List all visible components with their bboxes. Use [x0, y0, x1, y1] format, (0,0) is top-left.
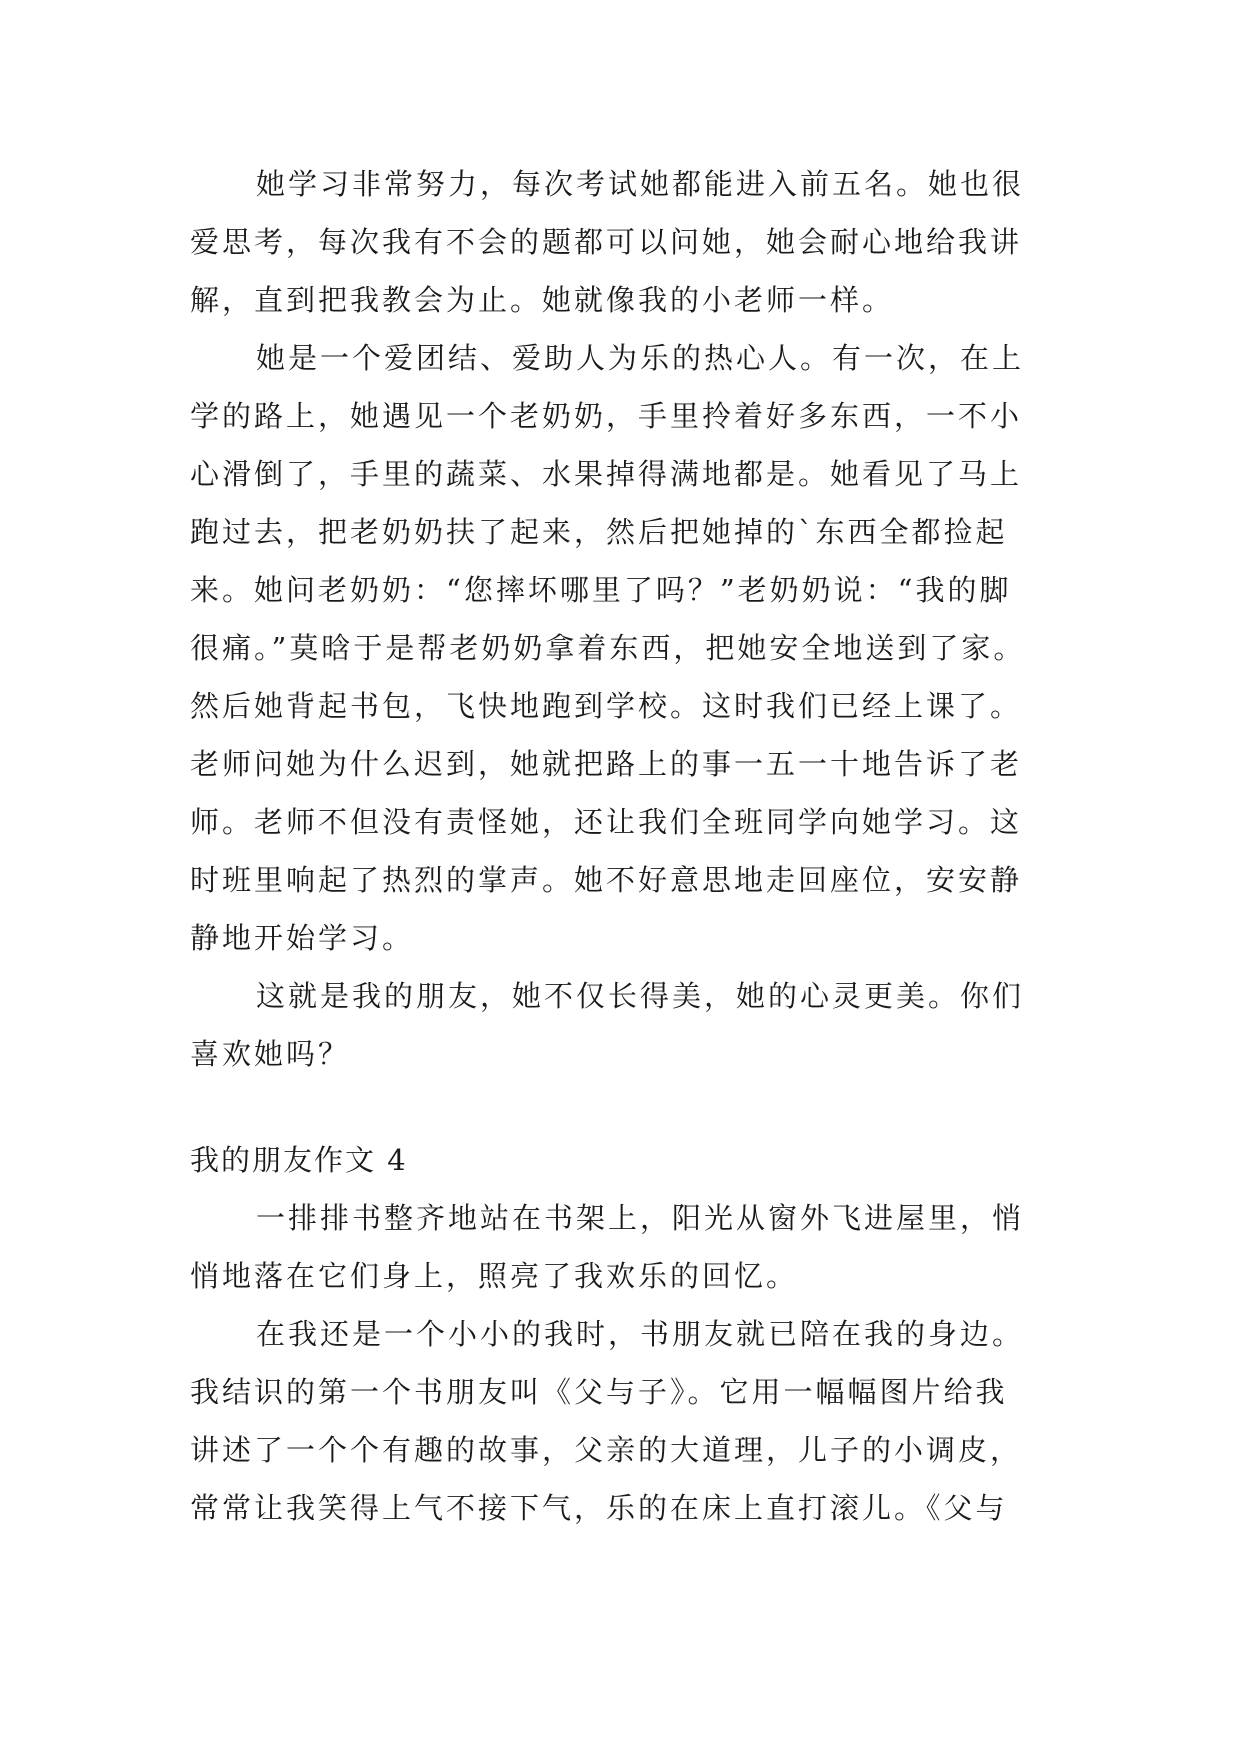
- document-body: [190, 155, 1070, 1537]
- paragraph: [190, 329, 1070, 967]
- text-line: 一排排书整齐地站在书架上，阳光从窗外飞进屋里，悄: [256, 1201, 1025, 1235]
- text-line: 讲述了一个个有趣的故事，父亲的大道理，儿子的小调皮，: [190, 1433, 1023, 1467]
- text-line: 来。她问老奶奶：“您摔坏哪里了吗？”老奶奶说：“我的脚: [190, 573, 1012, 607]
- paragraph: [190, 155, 1070, 329]
- text-line: 静地开始学习。: [190, 921, 415, 955]
- paragraph: [190, 967, 1070, 1083]
- text-line: 然后她背起书包，飞快地跑到学校。这时我们已经上课了。: [190, 689, 1023, 723]
- text-line: 爱思考，每次我有不会的题都可以问她，她会耐心地给我讲: [190, 225, 1023, 259]
- text-line: 学的路上，她遇见一个老奶奶，手里拎着好多东西，一不小: [190, 399, 1023, 433]
- text-line: 老师问她为什么迟到，她就把路上的事一五一十地告诉了老: [190, 747, 1023, 781]
- text-line: 这就是我的朋友，她不仅长得美，她的心灵更美。你们: [256, 979, 1025, 1013]
- section-gap: [190, 1083, 1070, 1131]
- paragraph: [190, 1305, 1070, 1537]
- text-line: 心滑倒了，手里的蔬菜、水果掉得满地都是。她看见了马上: [190, 457, 1023, 491]
- text-line: 她学习非常努力，每次考试她都能进入前五名。她也很: [256, 167, 1025, 201]
- text-line: 她是一个爱团结、爱助人为乐的热心人。有一次，在上: [256, 341, 1025, 375]
- text-line: 在我还是一个小小的我时，书朋友就已陪在我的身边。: [256, 1317, 1025, 1351]
- text-line: 悄地落在它们身上，照亮了我欢乐的回忆。: [190, 1259, 799, 1293]
- paragraph: [190, 1189, 1070, 1305]
- text-line: 很痛。”莫晗于是帮老奶奶拿着东西，把她安全地送到了家。: [190, 631, 1026, 665]
- text-line: 常常让我笑得上气不接下气，乐的在床上直打滚儿。《父与: [190, 1491, 1008, 1525]
- text-line: 时班里响起了热烈的掌声。她不好意思地走回座位，安安静: [190, 863, 1023, 897]
- text-line: 我结识的第一个书朋友叫《父与子》。它用一幅幅图片给我: [190, 1375, 1008, 1409]
- text-line: 喜欢她吗？: [190, 1037, 351, 1071]
- section-title: 我的朋友作文 4: [190, 1143, 408, 1177]
- text-line: 师。老师不但没有责怪她，还让我们全班同学向她学习。这: [190, 805, 1023, 839]
- text-line: 解，直到把我教会为止。她就像我的小老师一样。: [190, 283, 895, 317]
- text-line: 跑过去，把老奶奶扶了起来，然后把她掉的`东西全都捡起: [190, 515, 1008, 549]
